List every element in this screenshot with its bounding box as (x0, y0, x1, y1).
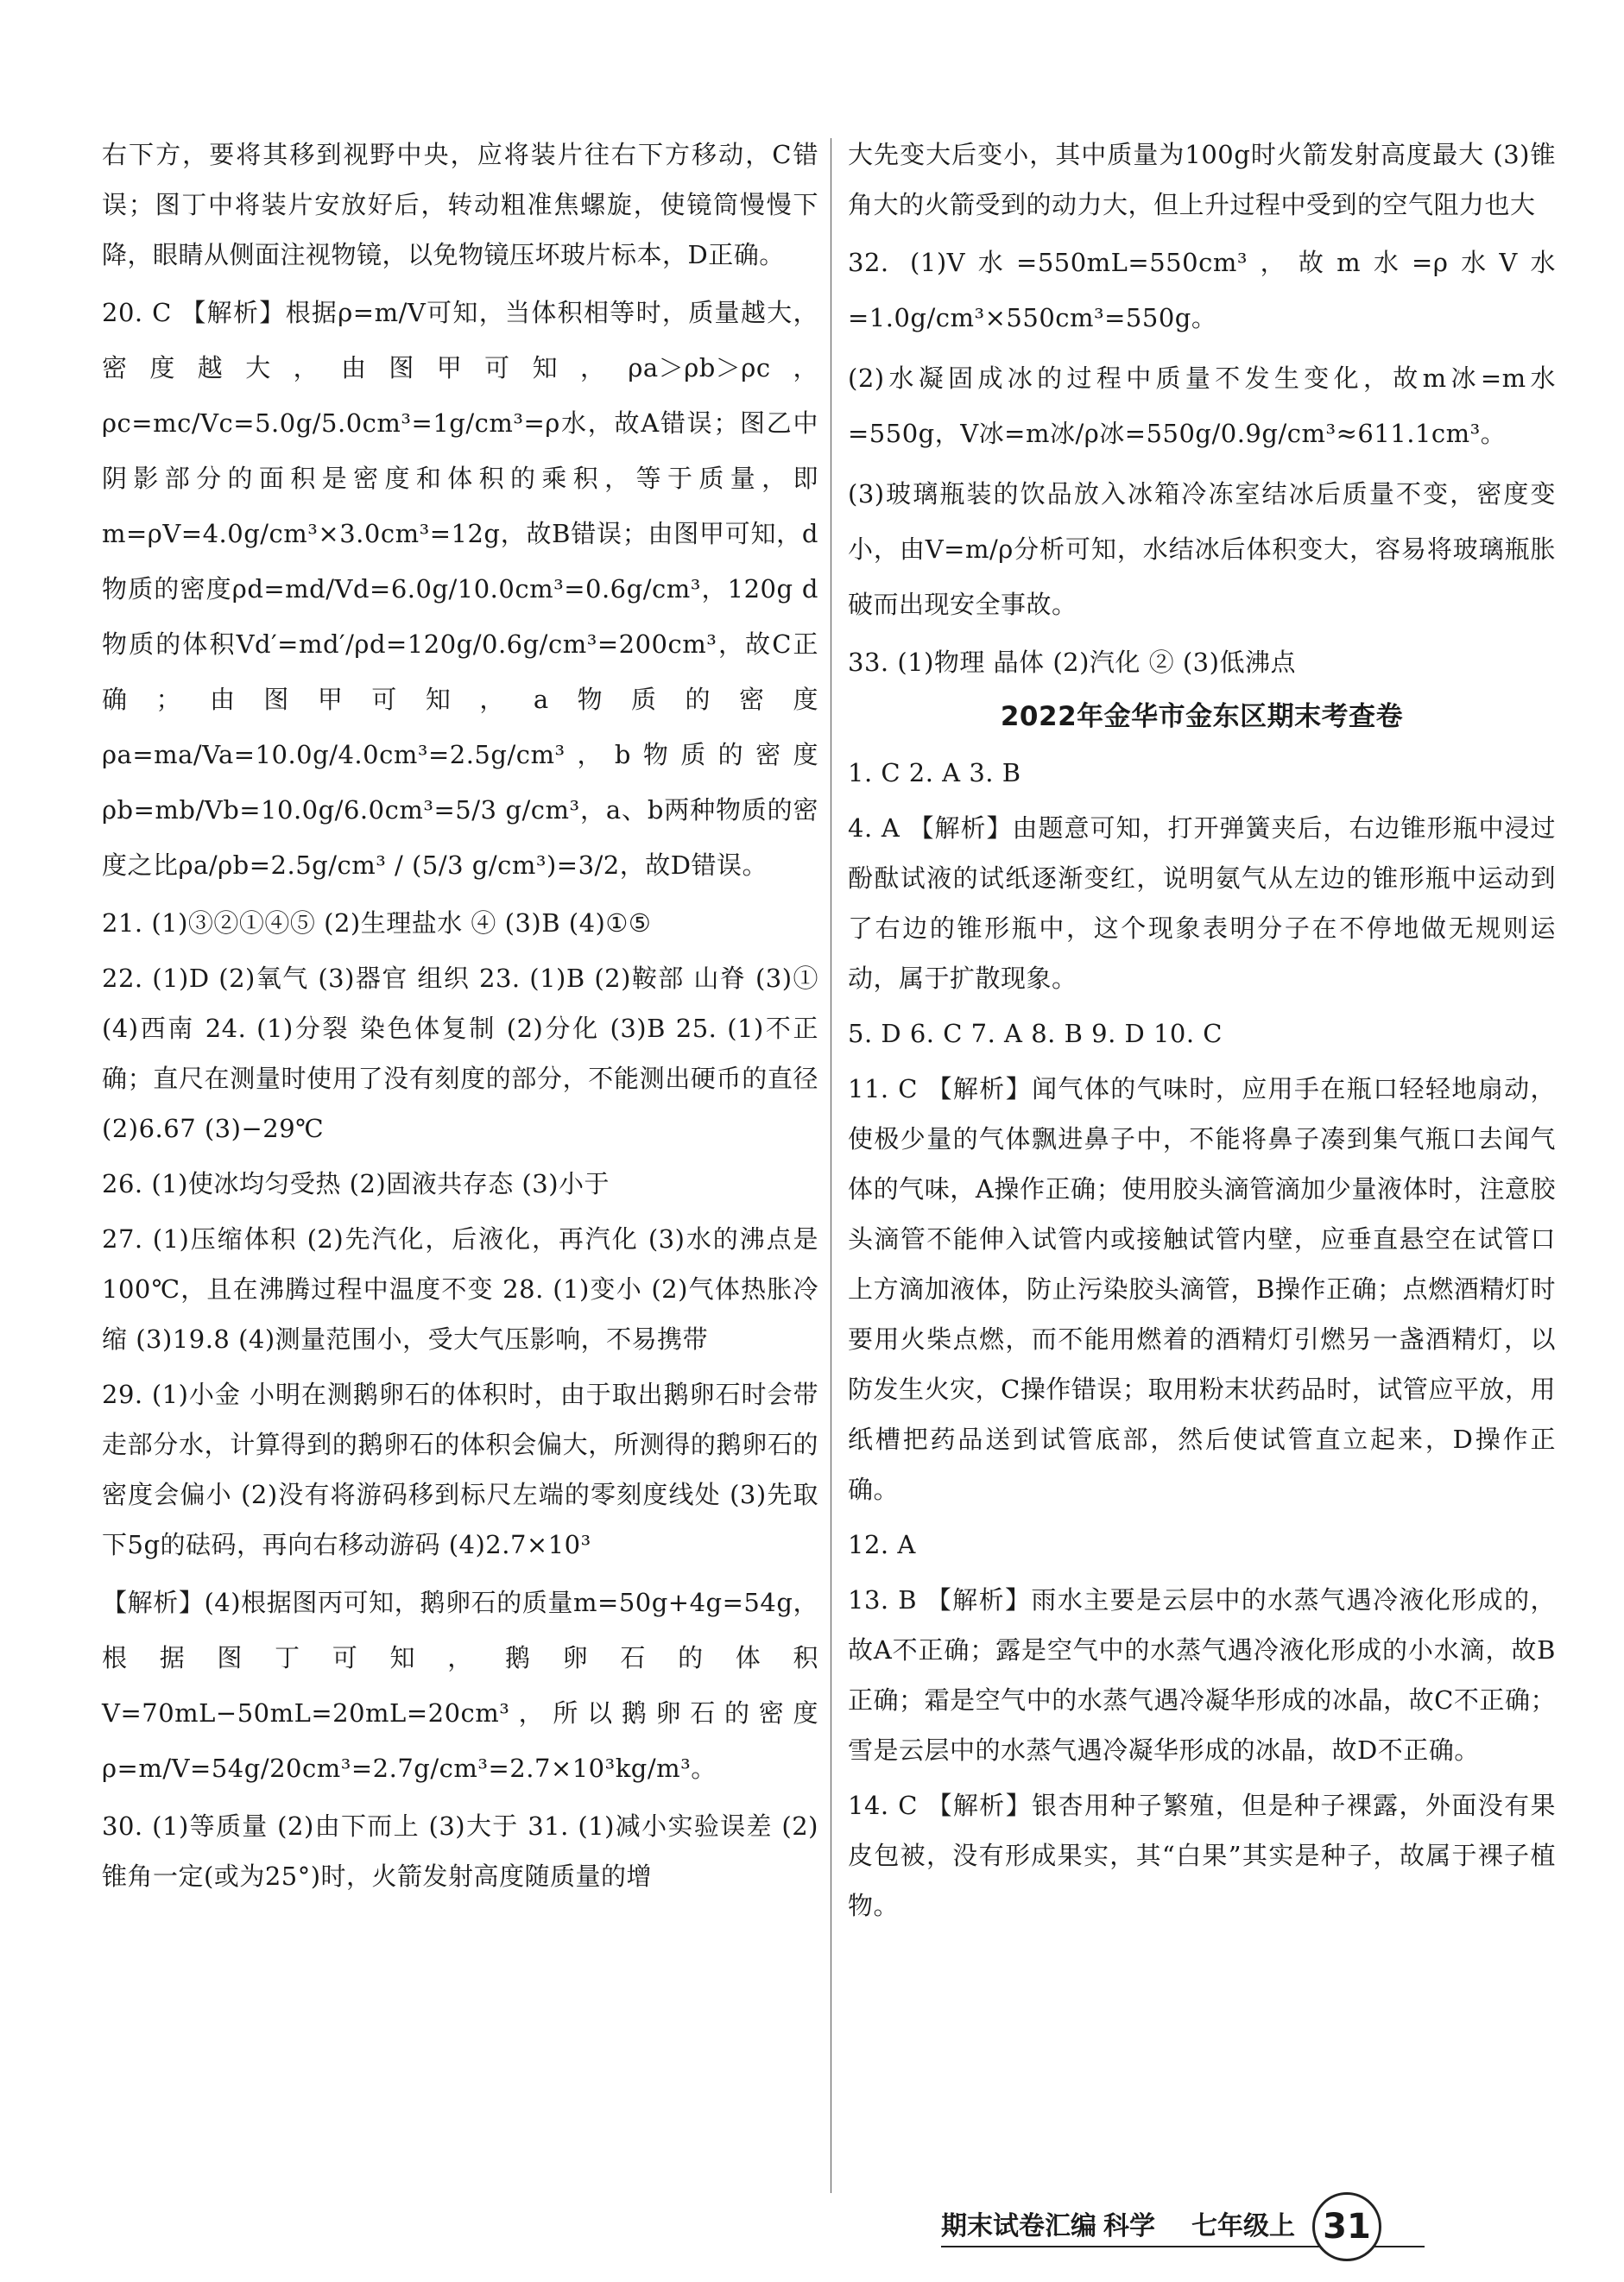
answer-31-continued: 大先变大后变小，其中质量为100g时火箭发射高度最大 (3)锥角大的火箭受到的动力大，但上升过程中受到的空气阻力也大 (848, 140, 1556, 219)
grade-label: 七年级上 (1191, 2211, 1295, 2241)
answer-21: 21. (1)③②①④⑤ (2)生理盐水 ④ (3)B (4)①⑤ (102, 908, 652, 938)
answer-14: 14. C 【解析】银杏用种子繁殖，但是种子裸露，外面没有果皮包被，没有形成果实，其“白果”其实是种子，故属于裸子植物。 (848, 1791, 1556, 1920)
answer-11: 11. C 【解析】闻气体的气味时，应用手在瓶口轻轻地扇动，使极少量的气体飘进鼻子中，不能将鼻子凑到集气瓶口去闻气体的气味，A操作正确；使用胶头滴管滴加少量液体时，注意胶头滴管不能伸入试管内或接触试管内壁，应垂直悬空在试管口上方滴加液体，防止污染胶头滴管，B操作正确；点燃酒精灯时要用火柴点燃，而不能用燃着的酒精灯引燃另一盏酒精灯，以防发生火灾，C操作错误；取用粉末状药品时，试管应平放，用纸槽把药品送到试管底部，然后使试管直立起来，D操作正确。 (848, 1074, 1556, 1504)
right-column (848, 130, 1556, 1936)
answer-30-31: 30. (1)等质量 (2)由下而上 (3)大于 31. (1)减小实验误差 (2)锥角一定(或为25°)时，火箭发射高度随质量的增 (102, 1811, 818, 1891)
answer-32-1: 32. (1)V水=550mL=550cm³，故m水=ρ水V水=1.0g/cm³×550cm³=550g。 (848, 248, 1556, 332)
answer-13: 13. B 【解析】雨水主要是云层中的水蒸气遇冷液化形成的，故A不正确；露是空气中的水蒸气遇冷液化形成的小水滴，故B正确；霜是空气中的水蒸气遇冷凝华形成的冰晶，故C不正确；雪是云层中的水蒸气遇冷凝华形成的冰晶，故D不正确。 (848, 1585, 1556, 1765)
section-title: 2022年金华市金东区期末考查卷 (1000, 701, 1404, 732)
answer-32-3: (3)玻璃瓶装的饮品放入冰箱冷冻室结冰后质量不变，密度变小，由V=m/ρ分析可知，水结冰后体积变大，容易将玻璃瓶胀破而出现安全事故。 (848, 479, 1556, 619)
answer-5-10: 5. D 6. C 7. A 8. B 9. D 10. C (848, 1019, 1223, 1048)
answer-1-3: 1. C 2. A 3. B (848, 758, 1021, 787)
answer-20: 20. C 【解析】根据ρ=m/V可知，当体积相等时，质量越大，密度越大，由图甲可知，ρa＞ρb＞ρc，ρc=mc/Vc=5.0g/5.0cm³=1g/cm³=ρ水，故A错误；图乙中阴影部分的面积是密度和体积的乘积，等于质量，即m=ρV=4.0g/cm³×3.0cm³=12g，故B错误；由图甲可知，d物质的密度ρd=md/Vd=6.0g/10.0cm³=0.6g/cm³，120g d物质的体积Vd′=md′/ρd=120g/0.6g/cm³=200cm³，故C正确；由图甲可知，a物质的密度ρa=ma/Va=10.0g/4.0cm³=2.5g/cm³，b物质的密度ρb=mb/Vb=10.0g/6.0cm³=5/3 g/cm³，a、b两种物质的密度之比ρa/ρb=2.5g/cm³ / (5/3 g/cm³)=3/2，故D错误。 (102, 298, 818, 880)
book-title: 期末试卷汇编 (941, 2211, 1096, 2241)
answer-26: 26. (1)使冰均匀受热 (2)固液共存态 (3)小于 (102, 1169, 610, 1198)
page-footer (941, 2197, 1545, 2258)
left-column (102, 130, 818, 1906)
answer-27-28: 27. (1)压缩体积 (2)先汽化，后液化，再汽化 (3)水的沸点是100℃，且在沸腾过程中温度不变 28. (1)变小 (2)气体热胀冷缩 (3)19.8 (4)测量范围小，受大气压影响，不易携带 (102, 1224, 818, 1354)
answer-4: 4. A 【解析】由题意可知，打开弹簧夹后，右边锥形瓶中浸过酚酞试液的试纸逐渐变红，说明氨气从左边的锥形瓶中运动到了右边的锥形瓶中，这个现象表明分子在不停地做无规则运动，属于扩散现象。 (848, 813, 1556, 993)
answer-29: 29. (1)小金 小明在测鹅卵石的体积时，由于取出鹅卵石时会带走部分水，计算得到的鹅卵石的体积会偏大，所测得的鹅卵石的密度会偏小 (2)没有将游码移到标尺左端的零刻度线处 (3)先取下5g的砝码，再向右移动游码 (4)2.7×10³ (102, 1380, 818, 1559)
answer-22-25: 22. (1)D (2)氧气 (3)器官 组织 23. (1)B (2)鞍部 山脊 (3)① (4)西南 24. (1)分裂 染色体复制 (2)分化 (3)B 25. (1)不正确；直尺在测量时使用了没有刻度的部分，不能测出硬币的直径 (2)6.67 (3)−29℃ (102, 964, 818, 1143)
answer-32-2: (2)水凝固成冰的过程中质量不发生变化，故m冰=m水=550g，V冰=m冰/ρ冰=550g/0.9g/cm³≈611.1cm³。 (848, 363, 1556, 448)
answer-29-analysis: 【解析】(4)根据图丙可知，鹅卵石的质量m=50g+4g=54g，根据图丁可知，鹅卵石的体积V=70mL−50mL=20mL=20cm³，所以鹅卵石的密度ρ=m/V=54g/20cm³=2.7g/cm³=2.7×10³kg/m³。 (102, 1588, 818, 1783)
page-number: 31 (1312, 2192, 1381, 2261)
answer-33: 33. (1)物理 晶体 (2)汽化 ② (3)低沸点 (848, 648, 1296, 677)
answer-12: 12. A (848, 1530, 916, 1559)
paragraph: 右下方，要将其移到视野中央，应将装片往右下方移动，C错误；图丁中将装片安放好后，转动粗准焦螺旋，使镜筒慢慢下降，眼睛从侧面注视物镜，以免物镜压坏玻片标本，D正确。 (102, 140, 818, 269)
subject-label: 科学 (1103, 2211, 1155, 2241)
